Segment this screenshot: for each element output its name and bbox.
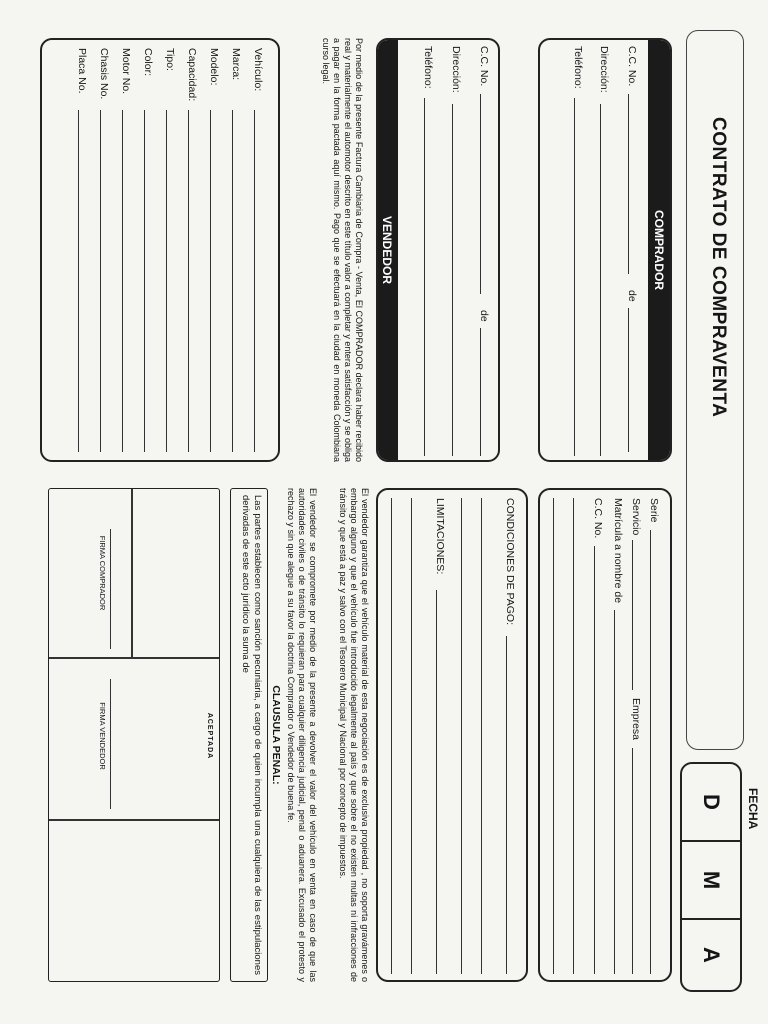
vehiculo-field <box>98 48 112 452</box>
fecha-day: D <box>699 794 724 810</box>
vehiculo-field <box>186 48 200 452</box>
limitaciones-field: LIMITACIONES: <box>434 498 448 974</box>
comprador-heading: COMPRADOR <box>648 40 670 460</box>
vehiculo-field-label: Placa No. <box>76 48 88 94</box>
fecha-year: A <box>699 947 724 963</box>
vehiculo-field-label: Color: <box>142 48 154 77</box>
vehiculo-field <box>164 48 178 452</box>
firma-comprador-label: FIRMA COMPRADOR <box>98 535 107 611</box>
document-title: CONTRATO DE COMPRAVENTA <box>708 117 729 418</box>
vehiculo-box <box>40 38 280 462</box>
registro-box <box>538 488 672 982</box>
vehiculo-field <box>120 48 134 452</box>
vehiculo-field <box>252 48 266 452</box>
fecha-month: M <box>699 870 724 890</box>
comprador-direccion-field: Dirección: <box>598 46 612 456</box>
firmas-box <box>48 488 220 982</box>
condiciones-pago-field: CONDICIONES DE PAGO: <box>504 498 518 974</box>
vehiculo-field-label: Tipo: <box>164 48 176 71</box>
garantia-text: El vendedor garantiza que el vehículo material de esta negociación es de exclusiva propiedad , no soporta gravámenes o embargo alguno y que el vehículo fue introducido legalmente al país y que sobre el no existen multas ni infracciones de tránsito y que está a paz y salvo con el Tesorero Municipal y Nacional por concepto de impuestos. <box>338 488 370 982</box>
vendedor-telefono-field: Teléfono: <box>422 46 436 456</box>
vendedor-direccion-field: Dirección: <box>450 46 464 456</box>
clausula-heading: CLAUSULA PENAL: <box>270 685 282 785</box>
fecha-box <box>680 762 742 992</box>
clausula-box <box>230 488 268 982</box>
clausula-text: Las partes establecen como sanción pecuniaria, a cargo de quien incumpla una cualquiera de las estipulaciones derivadas de este acto jurídico la suma de <box>240 495 263 975</box>
fecha-label: FECHA <box>746 788 760 830</box>
vehiculo-field <box>230 48 244 452</box>
vehiculo-field <box>208 48 222 452</box>
vehiculo-field-label: Chasis No. <box>98 48 110 100</box>
devolucion-text: El vendedor se compromete por medio de la presente a devolver el valor del vehículo en venta en caso de que las autoridades civiles o de tránsito lo requieran para cualquier diligencia judicial, penal o aduanera. Excusado el protesto y rechazo y sin que alegue a su favor la doctrina Comprador o Vendedor de buena fe. <box>286 488 318 982</box>
comprador-box <box>538 38 672 462</box>
vendedor-cc-field: C.C. No. de <box>478 46 492 456</box>
vehiculo-field-label: Vehículo: <box>252 48 264 92</box>
registro-cc-field: C.C. No. <box>592 498 606 974</box>
servicio-field: Servicio Empresa <box>630 498 644 974</box>
vehiculo-field-label: Motor No. <box>120 48 132 95</box>
vehiculo-field <box>76 48 90 452</box>
comprador-telefono-field: Teléfono: <box>572 46 586 456</box>
vendedor-box <box>376 38 500 462</box>
title-box <box>686 30 744 750</box>
aceptada-label: ACEPTADA <box>206 712 213 760</box>
condiciones-box <box>376 488 528 982</box>
serie-field: Serie <box>648 498 662 974</box>
vehiculo-field-label: Capacidad: <box>186 48 198 102</box>
comprador-cc-field: C.C. No. de <box>626 46 640 446</box>
firma-vendedor-label: FIRMA VENDEDOR <box>98 702 107 770</box>
vehiculo-field-label: Marca: <box>230 48 242 81</box>
vehiculo-field-label: Modelo: <box>208 48 220 86</box>
declaracion-text: Por medio de la presente Factura Cambiaria de Compra - Venta, El COMPRADOR declara haber recibido real y materialmente el automotor descrito en este título valor a completar y entera satisfacción y se obliga a pagar en la forma pactada aquí mismo. Pago que se efectuará en la ciudad en moneda Colombiana curso legal. <box>321 38 364 462</box>
matricula-field: Matrícula a nombre de <box>612 498 626 974</box>
vehiculo-field <box>142 48 156 452</box>
vendedor-heading: VENDEDOR <box>376 40 398 460</box>
